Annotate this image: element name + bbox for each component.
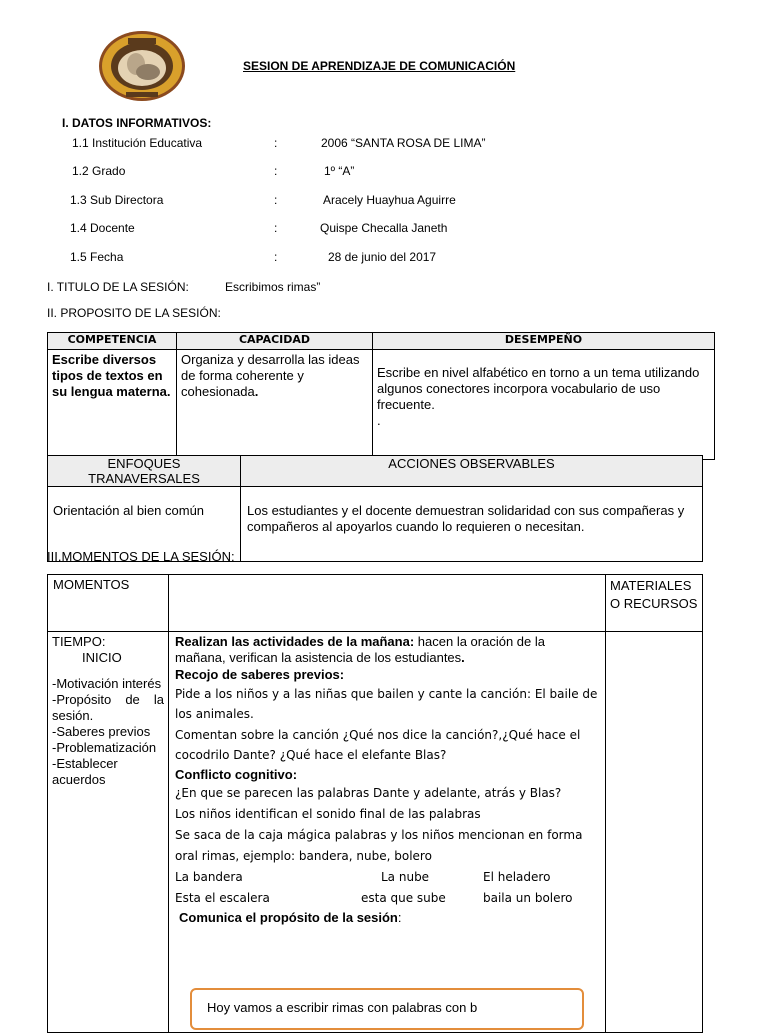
capacidad-text: Organiza y desarrolla las ideas de forma coherente y cohesionada bbox=[181, 352, 360, 399]
recojo-heading: Recojo de saberes previos: bbox=[175, 667, 345, 682]
step-item: -Propósito de la sesión. bbox=[52, 692, 164, 723]
header-capacidad: CAPACIDAD bbox=[177, 333, 373, 350]
rima-item: La nube bbox=[381, 870, 430, 884]
datos-sep: : bbox=[274, 136, 278, 150]
comunica-heading: Comunica el propósito de la sesión bbox=[179, 910, 398, 925]
momentos-main-cell bbox=[169, 632, 606, 1033]
header-desempeno: DESEMPEÑO bbox=[373, 333, 715, 350]
rimas-row bbox=[175, 888, 599, 909]
school-logo bbox=[98, 30, 186, 102]
titulo-label: I. TITULO DE LA SESIÓN: bbox=[47, 280, 189, 294]
proposito-box-text: Hoy vamos a escribir rimas con palabras con b bbox=[207, 1000, 478, 1015]
datos-sep: : bbox=[274, 164, 278, 178]
page-title: SESION DE APRENDIZAJE DE COMUNICACIÓN bbox=[243, 59, 516, 73]
header-blank bbox=[169, 575, 606, 632]
paragraph: Los niños identifican el sonido final de las palabras bbox=[175, 807, 481, 821]
header-materiales: MATERIALES O RECURSOS bbox=[606, 575, 703, 632]
paragraph: ¿En que se parecen las palabras Dante y adelante, atrás y Blas? bbox=[175, 786, 562, 800]
rima-item: Esta el escalera bbox=[175, 891, 270, 905]
tiempo-label: TIEMPO: bbox=[52, 634, 106, 649]
header-acciones: ACCIONES OBSERVABLES bbox=[241, 456, 703, 487]
rima-item: baila un bolero bbox=[483, 891, 573, 905]
competencia-cell: Escribe diversos tipos de textos en su lengua materna. bbox=[48, 350, 177, 460]
rima-item: El heladero bbox=[483, 870, 551, 884]
datos-label: 1.1 Institución Educativa bbox=[72, 136, 203, 150]
rima-item: La bandera bbox=[175, 870, 243, 884]
paragraph: oral rimas, ejemplo: bandera, nube, bolero bbox=[175, 849, 432, 863]
titulo-value: Escribimos rimas” bbox=[225, 280, 321, 294]
rima-item: esta que sube bbox=[361, 891, 446, 905]
datos-heading: I. DATOS INFORMATIVOS: bbox=[62, 116, 212, 130]
enfoques-table bbox=[47, 455, 703, 562]
actividades-bold: Realizan las actividades de la mañana: bbox=[175, 634, 415, 649]
datos-label: 1.3 Sub Directora bbox=[70, 193, 164, 207]
datos-value: 2006 “SANTA ROSA DE LIMA” bbox=[321, 136, 486, 150]
datos-value: Quispe Checalla Janeth bbox=[320, 221, 448, 235]
capacidad-cell bbox=[177, 350, 373, 460]
momentos-left-cell bbox=[48, 632, 169, 1033]
actividades-dot: . bbox=[461, 650, 465, 665]
materiales-cell bbox=[606, 632, 703, 1033]
datos-sep: : bbox=[274, 250, 278, 264]
header-competencia: COMPETENCIA bbox=[48, 333, 177, 350]
header-enfoques: ENFOQUES TRANAVERSALES bbox=[48, 456, 241, 487]
actividades-text: hacen la oración de la mañana, verifican la asistencia de los estudiantes bbox=[175, 634, 545, 665]
rimas-row bbox=[175, 867, 599, 888]
datos-sep: : bbox=[274, 221, 278, 235]
header-momentos: MOMENTOS bbox=[48, 575, 169, 632]
paragraph: Comentan sobre la canción ¿Qué nos dice la canción?,¿Qué hace el cocodrilo Dante? ¿Qué hace el elefante Blas? bbox=[175, 728, 581, 762]
paragraph: Se saca de la caja mágica palabras y los niños mencionan en forma bbox=[175, 828, 583, 842]
desempeno-text: Escribe en nivel alfabético en torno a un tema utilizando algunos conectores incorpora vocabulario de uso frecuente. bbox=[377, 365, 700, 412]
competencias-table bbox=[47, 332, 715, 460]
conflicto-heading: Conflicto cognitivo: bbox=[175, 767, 298, 782]
datos-value: 1º “A” bbox=[324, 164, 355, 178]
desempeno-dot: . bbox=[377, 413, 381, 428]
datos-label: 1.5 Fecha bbox=[70, 250, 124, 264]
step-item: -Saberes previos bbox=[52, 724, 151, 739]
momentos-heading: III.MOMENTOS DE LA SESIÓN: bbox=[47, 549, 235, 564]
step-item: -Problematización bbox=[52, 740, 157, 755]
datos-sep: : bbox=[274, 193, 278, 207]
accion-cell: Los estudiantes y el docente demuestran solidaridad con sus compañeras y compañeros al apoyarlos cuando lo requieren o necesitan. bbox=[241, 487, 703, 562]
desempeno-cell bbox=[373, 350, 715, 460]
datos-value: Aracely Huayhua Aguirre bbox=[323, 193, 456, 207]
capacidad-dot: . bbox=[254, 384, 259, 399]
comunica-colon: : bbox=[397, 910, 402, 925]
paragraph: Pide a los niños y a las niñas que bailen y cante la canción: El baile de los animales. bbox=[175, 687, 598, 721]
datos-label: 1.4 Docente bbox=[70, 221, 135, 235]
enfoque-cell: Orientación al bien común bbox=[48, 487, 241, 562]
step-item: -Motivación interés bbox=[52, 676, 162, 691]
proposito-heading: II. PROPOSITO DE LA SESIÓN: bbox=[47, 306, 221, 320]
inicio-label: INICIO bbox=[82, 650, 122, 665]
step-item: -Establecer acuerdos bbox=[52, 756, 118, 787]
datos-value: 28 de junio del 2017 bbox=[328, 250, 437, 264]
datos-label: 1.2 Grado bbox=[72, 164, 126, 178]
momentos-table bbox=[47, 574, 703, 1033]
